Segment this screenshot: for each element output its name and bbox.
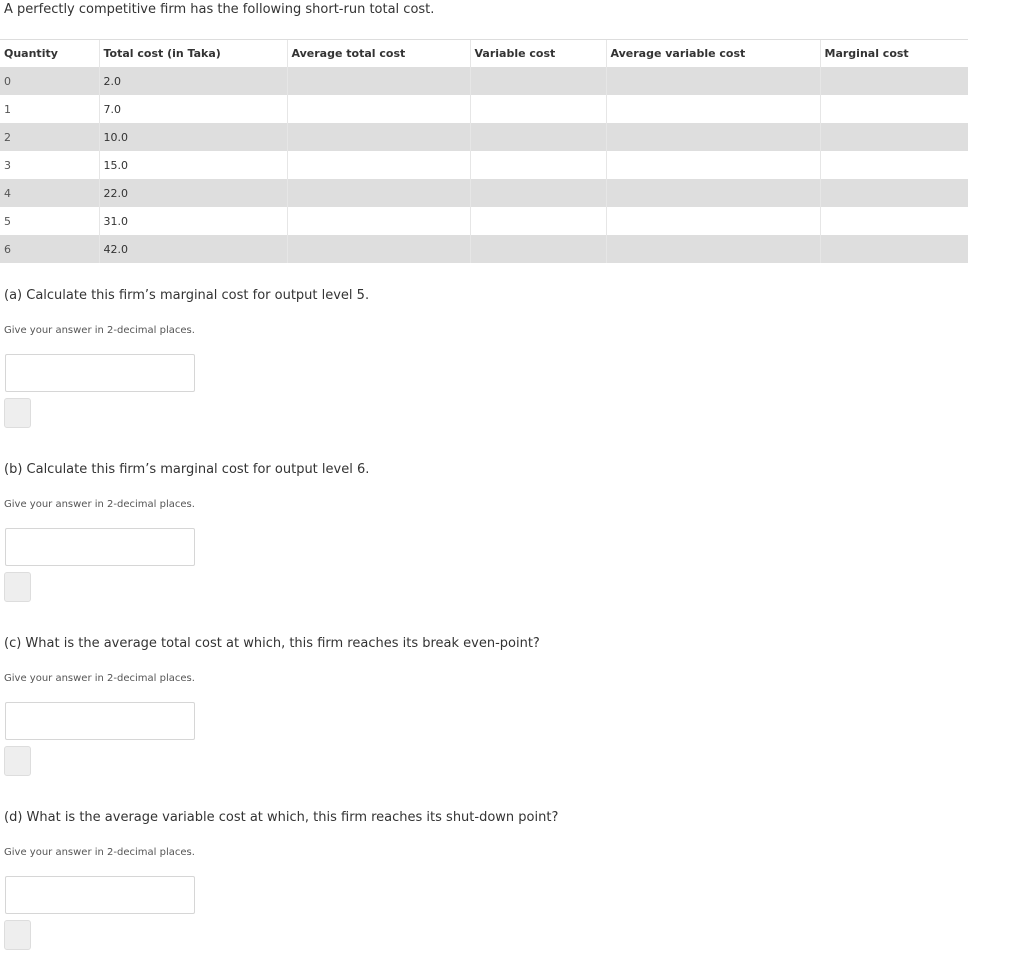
answer-c-input[interactable] [5, 702, 195, 740]
answer-a-check-button[interactable] [4, 398, 31, 428]
average-total-cost-cell [287, 179, 470, 207]
average-total-cost-cell [287, 207, 470, 235]
marginal-cost-cell [820, 123, 968, 151]
header-total-cost: Total cost (in Taka) [99, 40, 287, 68]
average-total-cost-cell [287, 151, 470, 179]
total-cost-cell: 10.0 [99, 123, 287, 151]
header-average-total-cost: Average total cost [287, 40, 470, 68]
table-header-row [0, 40, 968, 68]
table-row [0, 207, 968, 235]
variable-cost-cell [470, 179, 606, 207]
header-variable-cost: Variable cost [470, 40, 606, 68]
total-cost-cell: 22.0 [99, 179, 287, 207]
marginal-cost-cell [820, 179, 968, 207]
quantity-cell: 3 [0, 151, 99, 179]
quantity-cell: 2 [0, 123, 99, 151]
average-total-cost-cell [287, 67, 470, 95]
table-row [0, 151, 968, 179]
variable-cost-cell [470, 123, 606, 151]
average-variable-cost-cell [606, 123, 820, 151]
total-cost-cell: 31.0 [99, 207, 287, 235]
average-variable-cost-cell [606, 179, 820, 207]
question-b-hint: Give your answer in 2-decimal places. [4, 499, 195, 510]
quantity-cell: 4 [0, 179, 99, 207]
answer-c-check-button[interactable] [4, 746, 31, 776]
marginal-cost-cell [820, 95, 968, 123]
average-variable-cost-cell [606, 235, 820, 263]
question-a-text: (a) Calculate this firm’s marginal cost for output level 5. [4, 288, 370, 303]
total-cost-cell: 15.0 [99, 151, 287, 179]
table-row [0, 123, 968, 151]
header-average-variable-cost: Average variable cost [606, 40, 820, 68]
variable-cost-cell [470, 235, 606, 263]
header-marginal-cost: Marginal cost [820, 40, 968, 68]
quantity-cell: 1 [0, 95, 99, 123]
problem-statement: A perfectly competitive firm has the following short-run total cost. [4, 2, 435, 17]
question-a [4, 287, 704, 336]
answer-d-input[interactable] [5, 876, 195, 914]
quantity-cell: 5 [0, 207, 99, 235]
quantity-cell: 0 [0, 67, 99, 95]
question-c-hint: Give your answer in 2-decimal places. [4, 673, 195, 684]
table-row [0, 179, 968, 207]
marginal-cost-cell [820, 207, 968, 235]
quantity-cell: 6 [0, 235, 99, 263]
average-total-cost-cell [287, 123, 470, 151]
answer-b-input[interactable] [5, 528, 195, 566]
cost-table [0, 39, 968, 263]
average-variable-cost-cell [606, 207, 820, 235]
question-b-text: (b) Calculate this firm’s marginal cost for output level 6. [4, 462, 370, 477]
total-cost-cell: 2.0 [99, 67, 287, 95]
question-d-hint: Give your answer in 2-decimal places. [4, 847, 195, 858]
table-row [0, 67, 968, 95]
table-row [0, 95, 968, 123]
average-variable-cost-cell [606, 67, 820, 95]
variable-cost-cell [470, 95, 606, 123]
answer-b-check-button[interactable] [4, 572, 31, 602]
question-c-text: (c) What is the average total cost at which, this firm reaches its break even-point? [4, 636, 540, 651]
total-cost-cell: 7.0 [99, 95, 287, 123]
variable-cost-cell [470, 67, 606, 95]
header-quantity: Quantity [0, 40, 99, 68]
marginal-cost-cell [820, 235, 968, 263]
question-c [4, 635, 704, 684]
question-a-hint: Give your answer in 2-decimal places. [4, 325, 195, 336]
total-cost-cell: 42.0 [99, 235, 287, 263]
average-variable-cost-cell [606, 95, 820, 123]
question-d [4, 809, 704, 858]
average-total-cost-cell [287, 95, 470, 123]
question-d-text: (d) What is the average variable cost at which, this firm reaches its shut-down point? [4, 810, 559, 825]
average-total-cost-cell [287, 235, 470, 263]
answer-a-input[interactable] [5, 354, 195, 392]
question-b [4, 461, 704, 510]
variable-cost-cell [470, 207, 606, 235]
table-row [0, 235, 968, 263]
average-variable-cost-cell [606, 151, 820, 179]
marginal-cost-cell [820, 151, 968, 179]
marginal-cost-cell [820, 67, 968, 95]
variable-cost-cell [470, 151, 606, 179]
answer-d-check-button[interactable] [4, 920, 31, 950]
